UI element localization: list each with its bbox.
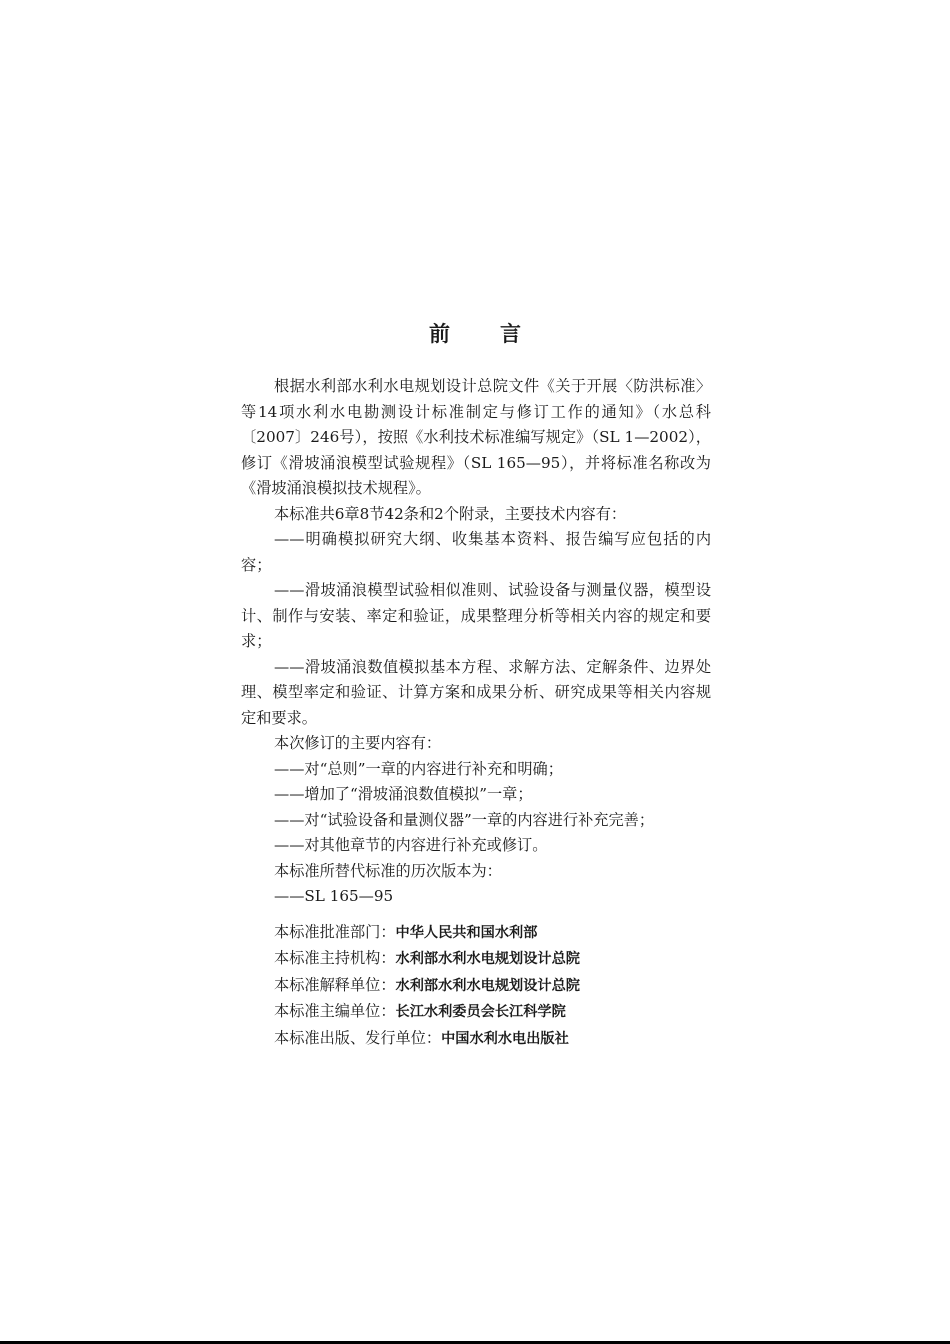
- paragraph-revision-2: ——增加了“滑坡涌浪数值模拟”一章；: [274, 785, 533, 803]
- meta-value: 水利部水利水电规划设计总院: [395, 977, 580, 994]
- paragraph-history-intro: 本标准所替代标准的历次版本为：: [274, 861, 502, 880]
- meta-value: 中华人民共和国水利部: [395, 924, 538, 941]
- paragraph-revision-4: ——对其他章节的内容进行补充或修订。: [274, 836, 548, 854]
- meta-label: 本标准出版、发行单位：: [274, 1028, 442, 1047]
- paragraph-revision-1: ——对“总则”一章的内容进行补充和明确；: [274, 759, 563, 778]
- meta-row-editor: [241, 999, 711, 1026]
- paragraph-structure: 本标准共6章8节42条和2个附录，主要技术内容有：: [274, 504, 627, 523]
- page-title: [0, 318, 950, 350]
- paragraph-history-version: ——SL 165—95: [274, 887, 394, 905]
- meta-value: 长江水利委员会长江科学院: [395, 1004, 566, 1020]
- meta-label: 本标准解释单位：: [274, 975, 396, 994]
- meta-label: 本标准主编单位：: [274, 1002, 396, 1020]
- meta-row-publisher: [241, 1026, 711, 1053]
- paragraph-content-1: ——明确模拟研究大纲、收集基本资料、报告编写应包括的内容；: [241, 530, 711, 574]
- paragraph-revision-3: ——对“试验设备和量测仪器”一章的内容进行补充完善；: [274, 810, 655, 829]
- title-char-1: 前: [429, 322, 450, 346]
- paragraph-revision-intro: 本次修订的主要内容有：: [274, 734, 442, 752]
- paragraph-content-2: ——滑坡涌浪模型试验相似准则、试验设备与测量仪器，模型设计、制作与安装、率定和验证，成果整理分析等相关内容的规定和要求；: [241, 581, 711, 650]
- meta-label: 本标准批准部门：: [274, 922, 396, 941]
- title-char-2: 言: [500, 322, 521, 346]
- meta-list: [241, 920, 711, 1053]
- meta-row-interpretation: [241, 973, 711, 1000]
- meta-value: 中国水利水电出版社: [441, 1030, 569, 1047]
- preface-body: [241, 374, 711, 1052]
- paragraph-basis: 根据水利部水利水电规划设计总院文件《关于开展〈防洪标准〉等14项水利水电勘测设计标准制定与修订工作的通知》（水总科〔2007〕246号），按照《水利技术标准编写规定》（SL 1—2002），修订《滑坡涌浪模型试验规程》（SL 165—95），并将标准名称改为《滑坡涌浪模拟技术规程》。: [241, 377, 711, 497]
- paragraph-content-3: ——滑坡涌浪数值模拟基本方程、求解方法、定解条件、边界处理、模型率定和验证、计算方案和成果分析、研究成果等相关内容规定和要求。: [241, 657, 711, 727]
- meta-label: 本标准主持机构：: [274, 949, 396, 967]
- meta-row-approval: [241, 920, 711, 947]
- meta-value: 水利部水利水电规划设计总院: [395, 951, 580, 967]
- meta-row-host: [241, 946, 711, 973]
